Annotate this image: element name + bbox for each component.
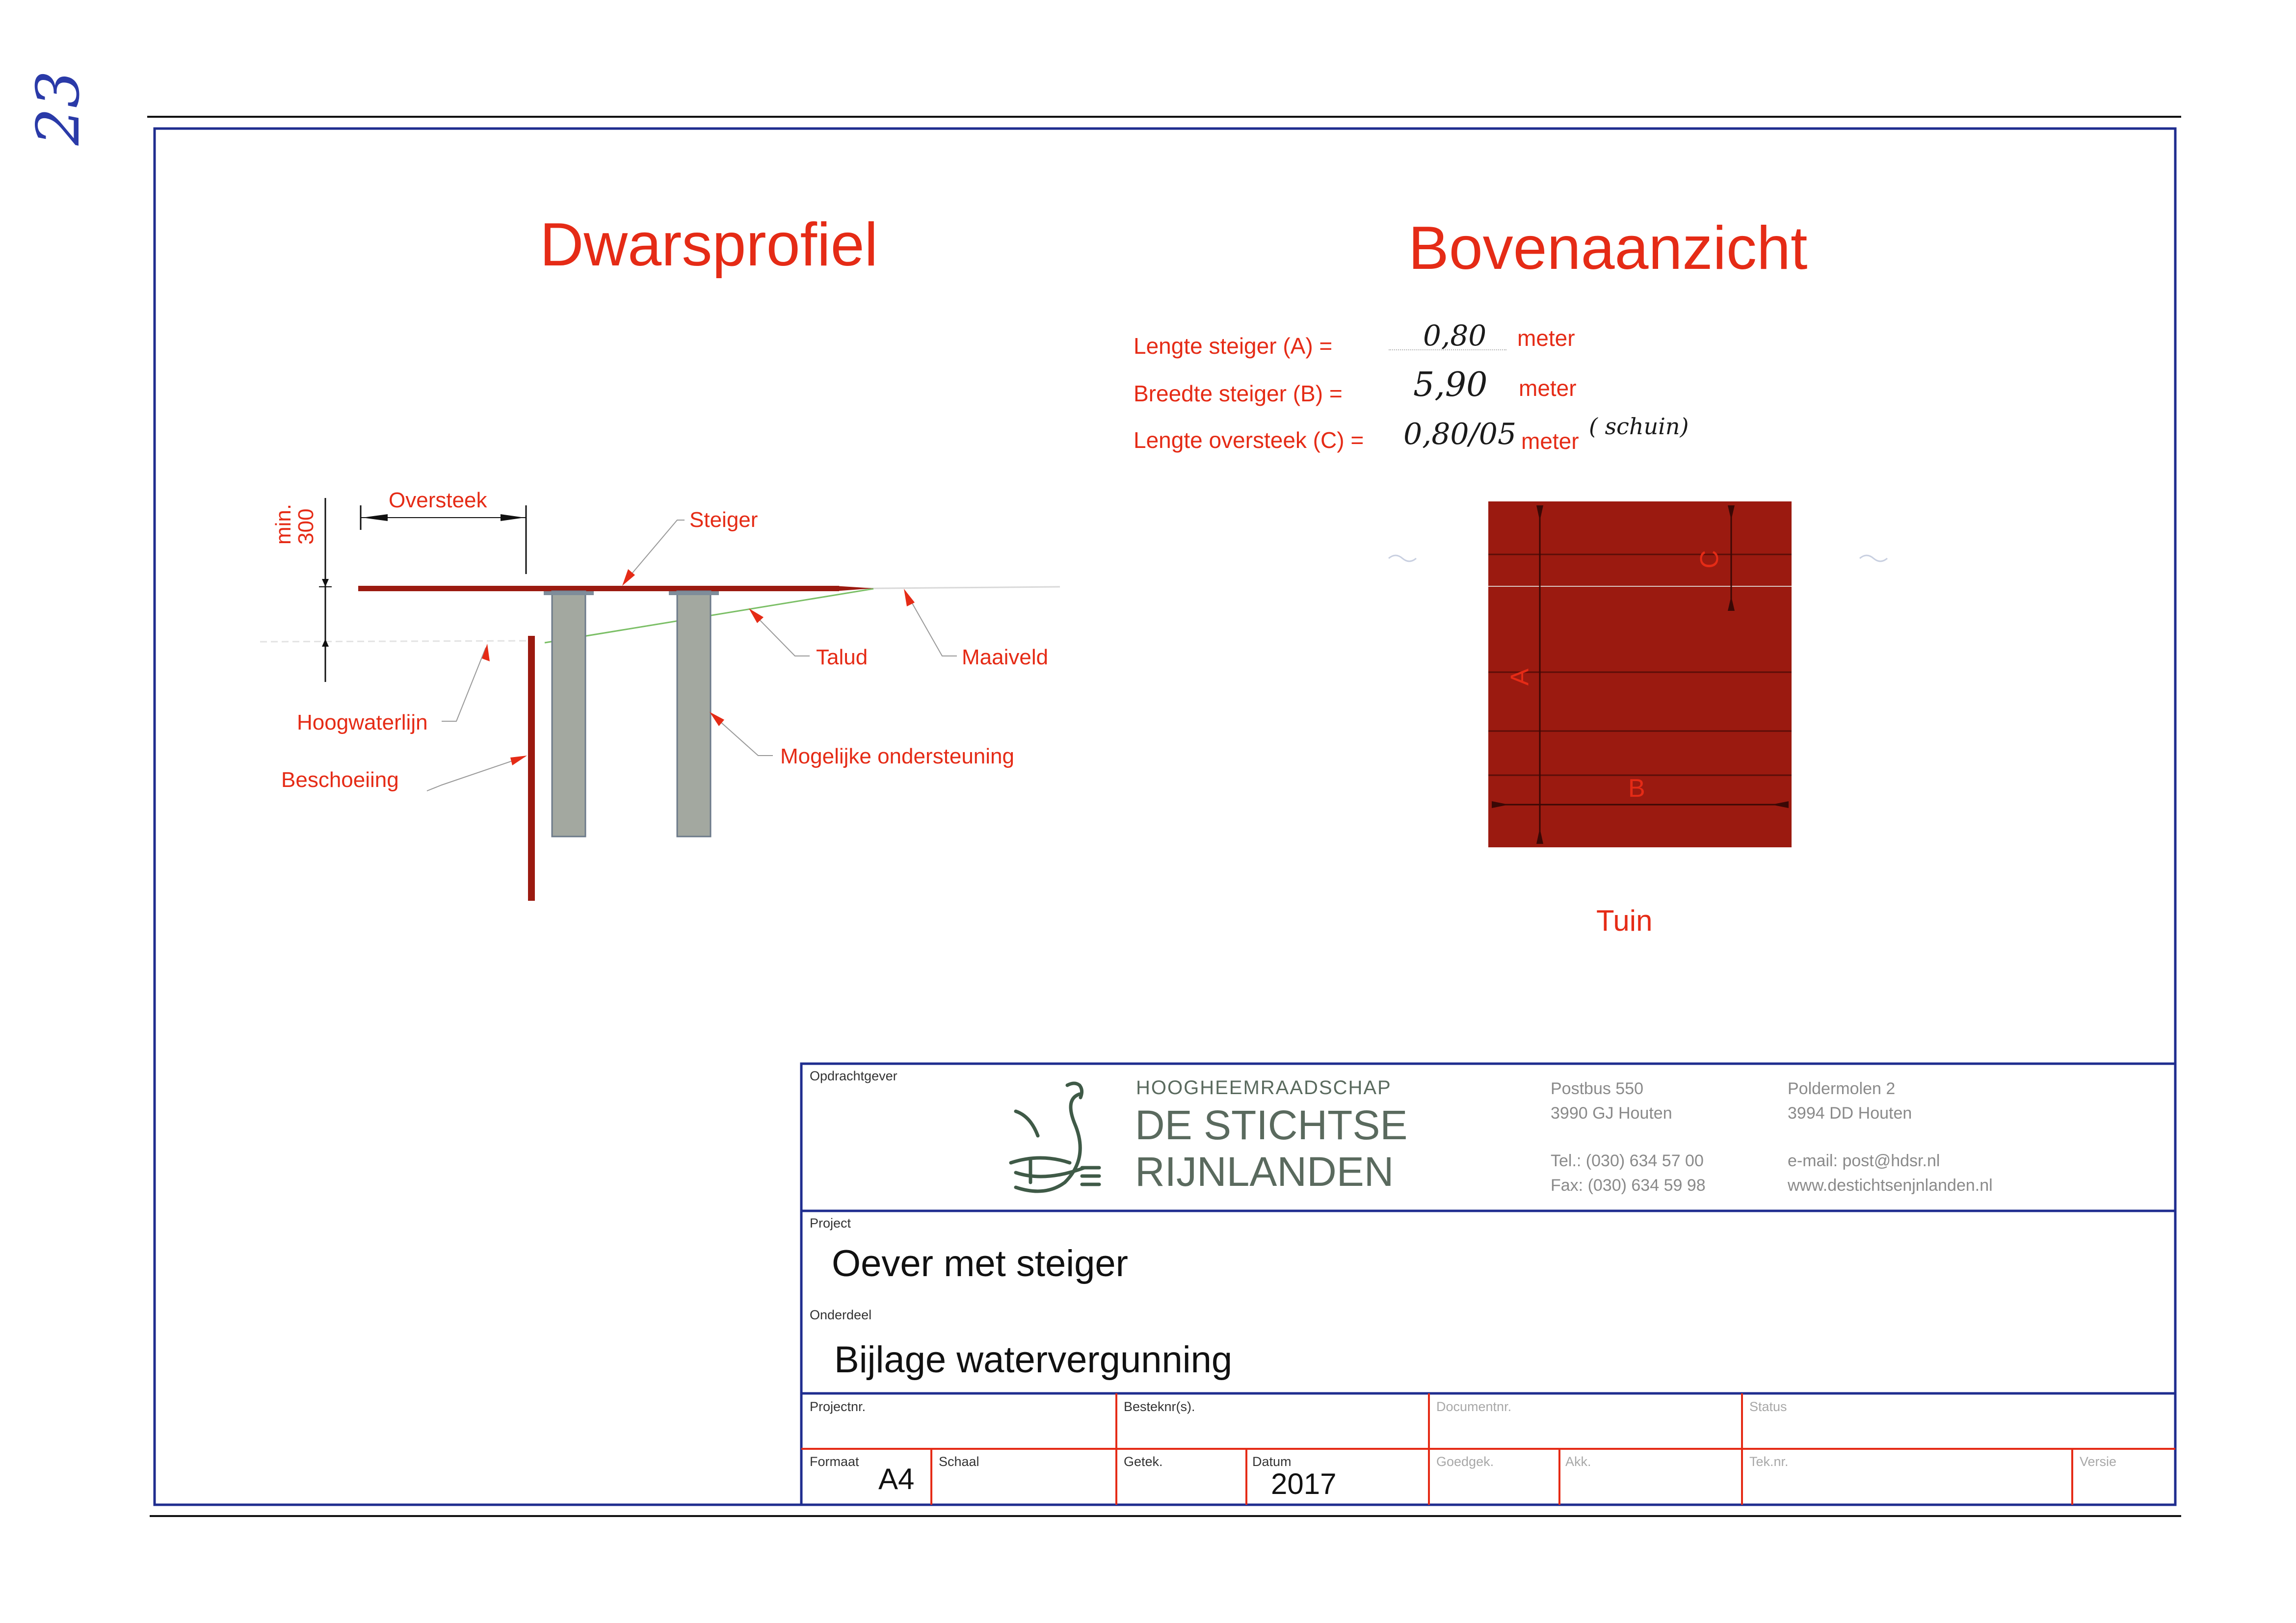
- teknr-label: Tek.nr.: [1749, 1454, 1789, 1469]
- min-height-label: min. 300: [271, 503, 318, 545]
- label-beschoeiing: Beschoeiing: [281, 768, 399, 792]
- label-dim-c: C: [1695, 550, 1724, 569]
- org-name-line2: DE STICHTSE: [1135, 1102, 1408, 1148]
- projectnr-label: Projectnr.: [810, 1399, 866, 1414]
- datum-value: 2017: [1271, 1467, 1337, 1500]
- dim-unit-overhang: meter: [1521, 428, 1579, 454]
- besteknr-label: Besteknr(s).: [1124, 1399, 1195, 1414]
- status-label: Status: [1749, 1399, 1787, 1414]
- label-oversteek: Oversteek: [389, 488, 487, 512]
- label-talud: Talud: [816, 645, 868, 669]
- datum-label: Datum: [1252, 1454, 1292, 1469]
- project-value: Oever met steiger: [832, 1243, 1128, 1284]
- label-ondersteuning: Mogelijke ondersteuning: [780, 744, 1014, 768]
- akk-label: Akk.: [1565, 1454, 1591, 1469]
- schaal-label: Schaal: [939, 1454, 979, 1469]
- dim-value-overhang: 0,80/05: [1403, 417, 1517, 451]
- part-value: Bijlage watervergunning: [834, 1339, 1233, 1381]
- cross-section-title: Dwarsprofiel: [540, 211, 878, 279]
- dim-value-width: 5,90: [1413, 366, 1488, 404]
- address-postcode2: 3994 DD Houten: [1788, 1104, 1912, 1123]
- dim-value-length: 0,80: [1423, 319, 1487, 352]
- dim-label-width: Breedte steiger (B) =: [1134, 381, 1343, 406]
- label-dim-b: B: [1628, 774, 1645, 803]
- goedgek-label: Goedgek.: [1436, 1454, 1494, 1469]
- address-postcode1: 3990 GJ Houten: [1551, 1104, 1672, 1123]
- formaat-label: Formaat: [810, 1454, 859, 1469]
- page-number: 23: [25, 70, 93, 146]
- versie-label: Versie: [2080, 1454, 2117, 1469]
- dim-unit-length: meter: [1517, 325, 1575, 351]
- formaat-value: A4: [878, 1463, 915, 1495]
- cross-section-drawing: [260, 498, 1060, 901]
- contact-web: www.destichtsenjnlanden.nl: [1788, 1176, 1993, 1195]
- getek-label: Getek.: [1124, 1454, 1163, 1469]
- label-garden: Tuin: [1596, 904, 1653, 937]
- org-name-line3: RIJNLANDEN: [1135, 1149, 1394, 1195]
- label-dim-a: A: [1505, 668, 1534, 686]
- dim-note-overhang: ( schuin): [1589, 413, 1689, 440]
- address-postbus: Postbus 550: [1551, 1079, 1644, 1098]
- top-view-title: Bovenaanzicht: [1408, 214, 1808, 282]
- dim-label-overhang: Lengte oversteek (C) =: [1134, 427, 1364, 453]
- project-label: Project: [810, 1216, 851, 1230]
- hdsr-logo: [1011, 1083, 1099, 1191]
- org-name-line1: HOOGHEEMRAADSCHAP: [1136, 1077, 1392, 1099]
- contact-tel: Tel.: (030) 634 57 00: [1551, 1152, 1704, 1170]
- client-label: Opdrachtgever: [810, 1069, 897, 1083]
- contact-email: e-mail: post@hdsr.nl: [1788, 1152, 1940, 1170]
- dim-unit-width: meter: [1519, 375, 1577, 401]
- label-maaiveld: Maaiveld: [962, 645, 1049, 669]
- address-street: Poldermolen 2: [1788, 1079, 1896, 1098]
- label-hoogwaterlijn: Hoogwaterlijn: [297, 710, 428, 734]
- documentnr-label: Documentnr.: [1436, 1399, 1512, 1414]
- contact-fax: Fax: (030) 634 59 98: [1551, 1176, 1706, 1195]
- part-label: Onderdeel: [810, 1308, 872, 1322]
- dim-label-length: Lengte steiger (A) =: [1134, 333, 1333, 359]
- label-steiger: Steiger: [689, 508, 758, 532]
